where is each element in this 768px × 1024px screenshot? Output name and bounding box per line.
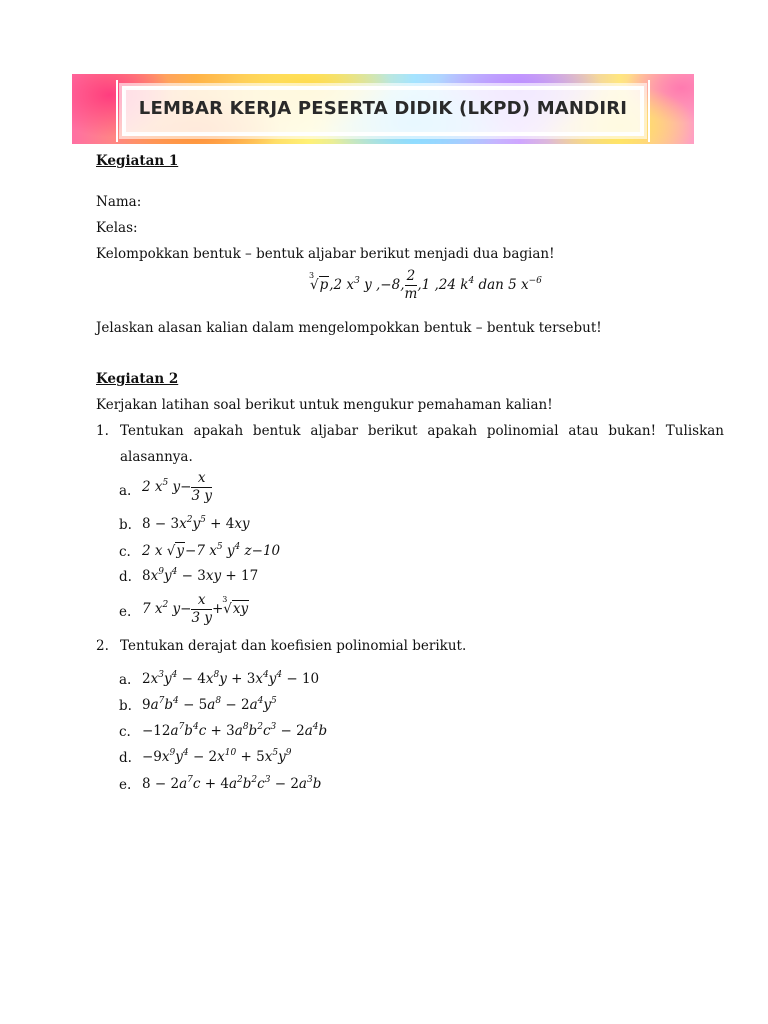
q1-number: 1. (96, 423, 109, 439)
kegiatan1-instruction: Kelompokkan bentuk – bentuk aljabar berikut menjadi dua bagian! (96, 246, 555, 262)
cube-root: 3 √p (309, 271, 329, 293)
header-banner (72, 74, 694, 144)
q1-item-c-label: c. (119, 544, 131, 560)
kegiatan2-heading: Kegiatan 2 (96, 371, 179, 387)
q1-item-a-expression: 2 $x^5$ y− $\frac{x}{3 y}$ (142, 470, 212, 504)
q2-item-c-expression: $-12a^7b^4c + 3a^8b^2c^3 - 2a^4b$ (142, 722, 328, 739)
q1-item-e-label: e. (119, 604, 132, 620)
q1-item-b-label: b. (119, 517, 132, 533)
q2-item-b-label: b. (119, 698, 132, 714)
kegiatan1-heading: Kegiatan 1 (96, 153, 179, 169)
q1-text-line2: alasannya. (120, 449, 193, 465)
kegiatan2-intro: Kerjakan latihan soal berikut untuk mengukur pemahaman kalian! (96, 397, 553, 413)
nama-label: Nama: (96, 194, 142, 210)
algebra-expression: 3 √p,2 $x^3$ y ,−8, $\frac{2}{m}$ ,1 ,24 $k^4$ dan 5 $x^{-6}$ (309, 268, 542, 302)
kegiatan1-explain: Jelaskan alasan kalian dalam mengelompokkan bentuk – bentuk tersebut! (96, 320, 602, 336)
q1-item-d-label: d. (119, 569, 132, 585)
fraction-2-over-m: $\frac{2}{m}$ (404, 268, 418, 302)
q2-number: 2. (96, 638, 109, 654)
q2-item-e-expression: $8 - 2a^7c + 4a^2b^2c^3 - 2a^3b$ (142, 775, 322, 792)
q2-item-a-label: a. (119, 672, 132, 688)
banner-frame (122, 86, 644, 136)
q2-item-e-label: e. (119, 777, 132, 793)
q1-item-d-expression: $8x^9y^4 - 3xy + 17$ (142, 567, 259, 584)
kelas-label: Kelas: (96, 220, 138, 236)
page-title: LEMBAR KERJA PESERTA DIDIK (LKPD) MANDIRI (138, 98, 628, 119)
q2-item-b-expression: $9a^7b^4 - 5a^8 - 2a^4y^5$ (142, 696, 277, 713)
q2-item-c-label: c. (119, 724, 131, 740)
q1-item-e-expression: 7 $x^2$ y− $\frac{x}{3 y}$ + 3 √xy (142, 592, 249, 626)
q1-text-line1: Tentukan apakah bentuk aljabar berikut apakah polinomial atau bukan! Tuliskan (120, 423, 724, 439)
q1-item-c-expression: 2 x √y−7 $x^5$ $y^4$ z−10 (142, 542, 281, 559)
q1-item-b-expression: $8 - 3x^2y^5 + 4xy$ (142, 515, 250, 532)
q1-item-a-label: a. (119, 483, 132, 499)
q2-item-d-expression: $-9x^9y^4 - 2x^{10} + 5x^5y^9$ (142, 748, 292, 765)
q2-text: Tentukan derajat dan koefisien polinomial berikut. (120, 638, 467, 654)
q2-item-d-label: d. (119, 750, 132, 766)
q2-item-a-expression: $2x^3y^4 - 4x^8y + 3x^4y^4 - 10$ (142, 670, 320, 687)
